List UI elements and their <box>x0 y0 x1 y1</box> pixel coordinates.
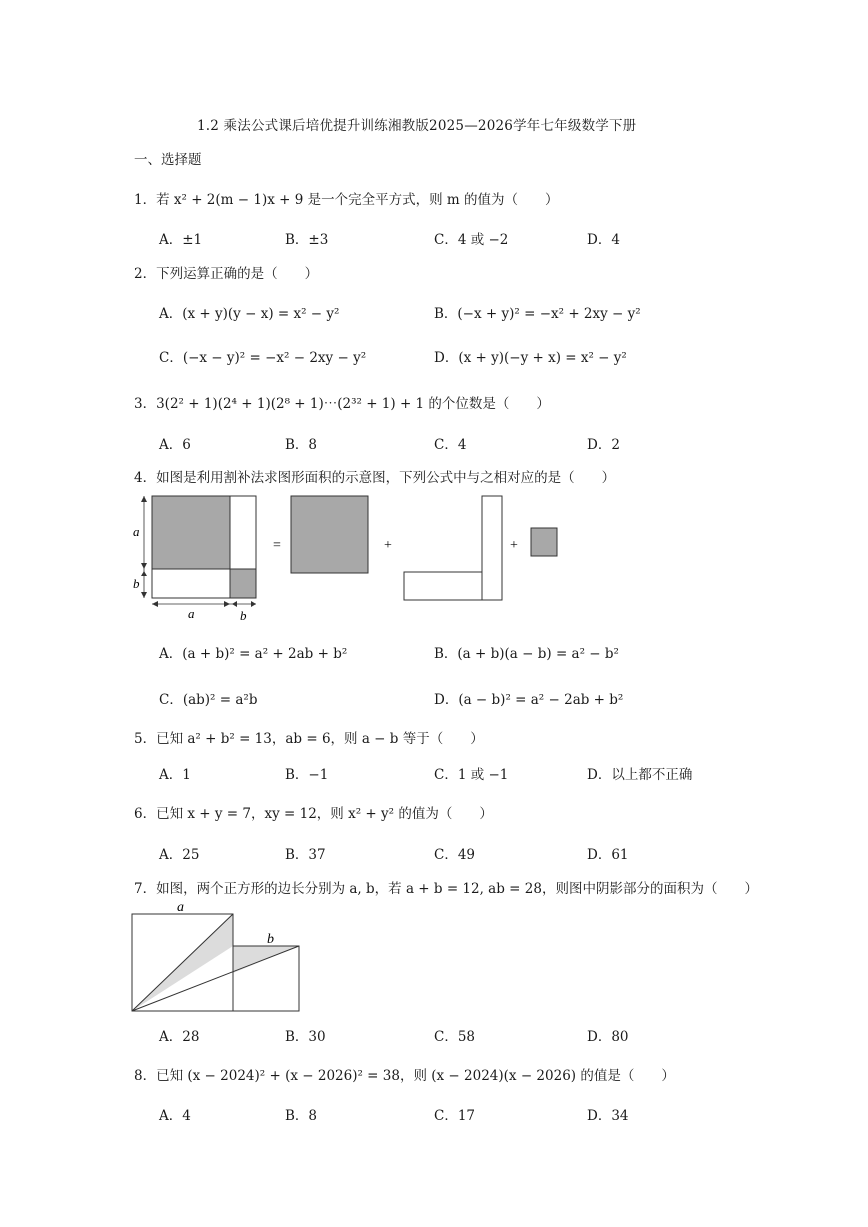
document-title: 1.2 乘法公式课后培优提升训练湘教版2025—2026学年七年级数学下册 <box>197 118 637 134</box>
question-8-option-b[interactable]: B．8 <box>285 1108 318 1124</box>
question-8-option-c[interactable]: C．17 <box>434 1108 476 1124</box>
question-4-option-b[interactable]: B．(a + b)(a − b) = a² − b² <box>434 646 619 662</box>
question-5-option-d[interactable]: D．以上都不正确 <box>587 767 693 783</box>
question-3-stem: 3．3(2² + 1)(2⁴ + 1)(2⁸ + 1)⋯(2³² + 1) + 1 的个位数是（ ） <box>134 396 550 412</box>
question-7-option-b[interactable]: B．30 <box>285 1029 326 1045</box>
fig4-label-b-vertical: b <box>133 576 140 591</box>
question-7-option-d[interactable]: D．80 <box>587 1029 629 1045</box>
question-5-stem: 5．已知 a² + b² = 13，ab = 6，则 a − b 等于（ ） <box>134 731 484 747</box>
question-4-option-a[interactable]: A．(a + b)² = a² + 2ab + b² <box>159 646 348 662</box>
question-2-option-c[interactable]: C．(−x − y)² = −x² − 2xy − y² <box>159 350 367 366</box>
question-2-option-a[interactable]: A．(x + y)(y − x) = x² − y² <box>159 306 340 322</box>
question-5-option-c[interactable]: C．1 或 −1 <box>434 767 509 783</box>
question-2-option-b[interactable]: B．(−x + y)² = −x² + 2xy − y² <box>434 306 641 322</box>
fig7-label-a: a <box>177 900 184 915</box>
question-4-option-c[interactable]: C．(ab)² = a²b <box>159 692 258 708</box>
question-3-option-b[interactable]: B．8 <box>285 437 318 453</box>
question-8-option-a[interactable]: A．4 <box>159 1108 191 1124</box>
fig4-label-a-vertical: a <box>133 524 140 539</box>
question-4-stem: 4．如图是利用割补法求图形面积的示意图，下列公式中与之相对应的是（ ） <box>134 470 616 486</box>
question-6-stem: 6．已知 x + y = 7，xy = 12，则 x² + y² 的值为（ ） <box>134 806 493 822</box>
fig4-label-b-horizontal: b <box>240 608 247 623</box>
question-1-stem: 1．若 x² + 2(m − 1)x + 9 是一个完全平方式，则 m 的值为（ ） <box>134 192 559 208</box>
question-3-option-c[interactable]: C．4 <box>434 437 467 453</box>
question-6-option-a[interactable]: A．25 <box>159 847 200 863</box>
question-6-option-b[interactable]: B．37 <box>285 847 326 863</box>
question-7-option-c[interactable]: C．58 <box>434 1029 476 1045</box>
question-8-option-d[interactable]: D．34 <box>587 1108 629 1124</box>
section-heading: 一、选择题 <box>134 152 202 168</box>
fig4-plus-sign-2: + <box>510 538 518 553</box>
question-6-option-d[interactable]: D．61 <box>587 847 629 863</box>
question-3-option-d[interactable]: D．2 <box>587 437 620 453</box>
question-5-option-b[interactable]: B．−1 <box>285 767 329 783</box>
question-4-figure <box>128 494 568 628</box>
question-2-stem: 2．下列运算正确的是（ ） <box>134 266 319 282</box>
question-1-option-b[interactable]: B．±3 <box>285 232 329 248</box>
question-8-stem: 8．已知 (x − 2024)² + (x − 2026)² = 38，则 (x − 2024)(x − 2026) 的值是（ ） <box>134 1068 675 1084</box>
question-4-option-d[interactable]: D．(a − b)² = a² − 2ab + b² <box>434 692 624 708</box>
question-1-option-c[interactable]: C．4 或 −2 <box>434 232 509 248</box>
question-1-option-d[interactable]: D．4 <box>587 232 620 248</box>
fig4-plus-sign-1: + <box>384 538 392 553</box>
question-2-option-d[interactable]: D．(x + y)(−y + x) = x² − y² <box>434 350 627 366</box>
question-7-option-a[interactable]: A．28 <box>159 1029 200 1045</box>
question-7-figure <box>128 898 308 1016</box>
fig4-equals-sign: = <box>273 538 281 553</box>
fig7-label-b: b <box>267 932 274 947</box>
question-1-option-a[interactable]: A．±1 <box>159 232 203 248</box>
question-3-option-a[interactable]: A．6 <box>159 437 191 453</box>
question-6-option-c[interactable]: C．49 <box>434 847 476 863</box>
question-7-stem: 7．如图，两个正方形的边长分别为 a, b，若 a + b = 12, ab = 28，则图中阴影部分的面积为（ ） <box>134 881 758 897</box>
question-5-option-a[interactable]: A．1 <box>159 767 191 783</box>
fig4-label-a-horizontal: a <box>188 606 195 621</box>
